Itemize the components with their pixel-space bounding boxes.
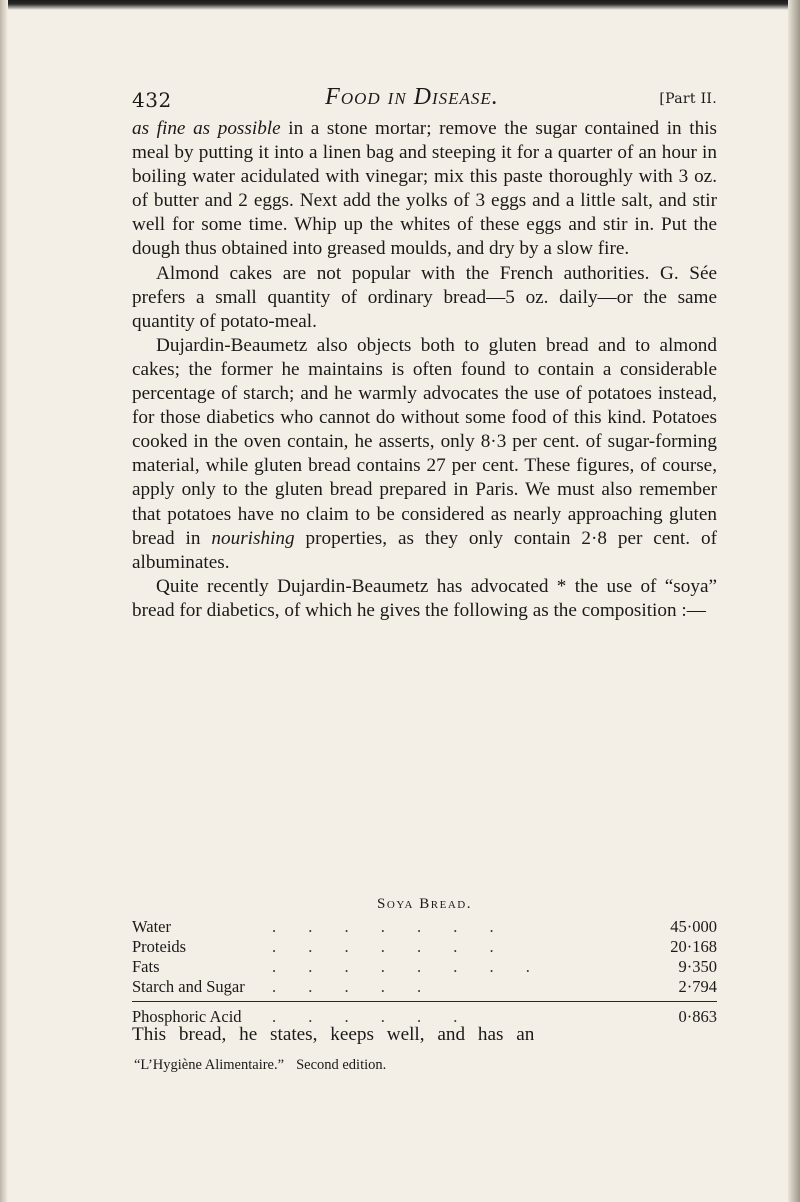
- row-value: 2·794: [678, 977, 717, 996]
- footnote-source: “L’Hygiène Alimentaire.”: [134, 1057, 285, 1073]
- row-label: Starch and Sugar: [132, 977, 245, 996]
- paragraph-1-italic-lead: as fine as possible: [132, 118, 281, 139]
- paragraph-3-italic: nourishing: [211, 527, 295, 549]
- table-row: [132, 957, 717, 977]
- running-head: [132, 84, 717, 114]
- paragraph-1: [132, 117, 717, 262]
- row-label: Proteids: [132, 937, 187, 956]
- row-leader-dots: . . . . . .: [272, 1007, 472, 1026]
- paragraph-3-text-a: Dujardin-Beaumetz also objects both to gluten bread and to almond cakes; the former he maintains is often found to contain a considerable percentage of starch; and he warmly advocates the use of potatoes instead, for those diabetics who cannot do without some food of this kind. Potatoes cooked in the oven contain, he asserts, only 8·3 per cent. of sugar-forming material, while gluten bread contains 27 per cent. These figures, of course, apply only to the gluten bread prepared in Paris. We must also remember that potatoes have no claim to be considered as nearly approaching gluten bread in: [132, 334, 717, 549]
- row-leader-dots: . . . . . . .: [272, 917, 508, 936]
- row-label: Fats: [132, 957, 160, 976]
- paragraph-3: [132, 334, 717, 575]
- page-left-edge: [0, 0, 8, 1202]
- paragraph-1-text: in a stone mortar; remove the sugar contained in this meal by putting it into a linen bag and steeping it for a quarter of an hour in boiling water acidulated with vinegar; mix this paste thoroughly with 3 oz. of butter and 2 eggs. Next add the yolks of 3 eggs and a little salt, and stir well for some time. Whip up the whites of these eggs and stir in. Put the dough thus obtained into greased moulds, and dry by a slow fire.: [132, 118, 717, 260]
- row-leader-dots: . . . . . . . .: [272, 957, 544, 976]
- closing-line: This bread, he states, keeps well, and has an: [132, 1024, 535, 1045]
- row-label: Phosphoric Acid: [132, 1007, 242, 1026]
- row-label: Water: [132, 917, 171, 936]
- footnote-edition: Second edition.: [296, 1057, 387, 1073]
- page-top-edge: [0, 0, 800, 10]
- row-value: 9·350: [678, 957, 717, 976]
- running-title: Food in Disease.: [325, 84, 499, 110]
- table-title: Soya Bread.: [377, 896, 472, 912]
- table-row: [132, 937, 717, 957]
- table-rule: [132, 1001, 717, 1002]
- composition-table: [132, 917, 717, 1026]
- row-leader-dots: . . . . . . .: [272, 937, 508, 956]
- footnote: [134, 1057, 719, 1074]
- paragraph-4: Quite recently Dujardin-Beaumetz has advocated * the use of “soya” bread for diabetics, of which he gives the following as the composition :—: [132, 575, 717, 621]
- row-value: 20·168: [670, 937, 717, 956]
- row-value: 45·000: [670, 917, 717, 936]
- page-right-edge: [788, 0, 800, 1202]
- row-value: 0·863: [678, 1007, 717, 1026]
- paragraph-3-text-b: properties, as they only contain 2·8 per cent. of albuminates.: [132, 527, 717, 573]
- paragraph-2: Almond cakes are not popular with the French authorities. G. Sée prefers a small quantity of ordinary bread—5 oz. daily—or the same quantity of potato-meal.: [132, 262, 717, 332]
- part-label: [Part II.: [659, 91, 717, 107]
- table-row: [132, 977, 717, 997]
- page-number: 432: [132, 88, 172, 112]
- row-leader-dots: . . . . .: [272, 977, 436, 996]
- book-page: [132, 84, 717, 1073]
- body-text: [132, 117, 717, 623]
- table-row: [132, 917, 717, 937]
